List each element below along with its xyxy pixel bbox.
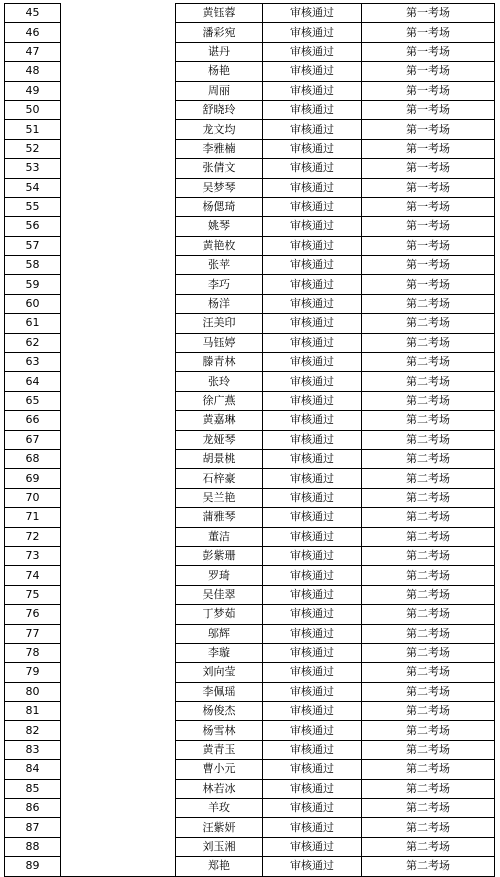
review-status-cell: 审核通过 — [263, 391, 362, 410]
row-number-cell: 74 — [5, 566, 61, 585]
name-cell: 杨雪林 — [176, 721, 263, 740]
exam-room-cell: 第二考场 — [362, 682, 495, 701]
row-number-cell: 55 — [5, 197, 61, 216]
row-number-cell: 76 — [5, 605, 61, 624]
row-number-cell: 48 — [5, 62, 61, 81]
name-cell: 蒲雅琴 — [176, 508, 263, 527]
exam-room-cell: 第二考场 — [362, 818, 495, 837]
exam-room-cell: 第二考场 — [362, 585, 495, 604]
row-number-cell: 53 — [5, 159, 61, 178]
exam-room-cell: 第一考场 — [362, 62, 495, 81]
name-cell: 丁梦茹 — [176, 605, 263, 624]
row-number-cell: 81 — [5, 702, 61, 721]
exam-room-cell: 第二考场 — [362, 333, 495, 352]
name-cell: 张玲 — [176, 372, 263, 391]
review-status-cell: 审核通过 — [263, 333, 362, 352]
exam-room-cell: 第一考场 — [362, 120, 495, 139]
name-cell: 滕青林 — [176, 353, 263, 372]
exam-room-cell: 第一考场 — [362, 236, 495, 255]
row-number-cell: 61 — [5, 314, 61, 333]
row-number-cell: 64 — [5, 372, 61, 391]
review-status-cell: 审核通过 — [263, 120, 362, 139]
row-number-cell: 62 — [5, 333, 61, 352]
exam-room-cell: 第二考场 — [362, 469, 495, 488]
name-cell: 林若冰 — [176, 779, 263, 798]
exam-room-cell: 第一考场 — [362, 81, 495, 100]
name-cell: 徐广燕 — [176, 391, 263, 410]
row-number-cell: 56 — [5, 217, 61, 236]
row-number-cell: 49 — [5, 81, 61, 100]
exam-room-cell: 第一考场 — [362, 159, 495, 178]
row-number-cell: 83 — [5, 740, 61, 759]
name-cell: 潘彩宛 — [176, 23, 263, 42]
row-number-cell: 57 — [5, 236, 61, 255]
name-cell: 李巧 — [176, 275, 263, 294]
row-number-cell: 60 — [5, 294, 61, 313]
name-cell: 黄钰蓉 — [176, 4, 263, 23]
exam-room-cell: 第二考场 — [362, 605, 495, 624]
row-number-cell: 65 — [5, 391, 61, 410]
review-status-cell: 审核通过 — [263, 857, 362, 876]
row-number-cell: 50 — [5, 100, 61, 119]
exam-room-cell: 第二考场 — [362, 624, 495, 643]
exam-room-cell: 第一考场 — [362, 100, 495, 119]
review-status-cell: 审核通过 — [263, 159, 362, 178]
row-number-cell: 86 — [5, 799, 61, 818]
name-cell: 罗琦 — [176, 566, 263, 585]
review-status-cell: 审核通过 — [263, 799, 362, 818]
name-cell: 汪美印 — [176, 314, 263, 333]
exam-room-cell: 第二考场 — [362, 527, 495, 546]
row-number-cell: 54 — [5, 178, 61, 197]
exam-room-cell: 第二考场 — [362, 760, 495, 779]
row-number-cell: 46 — [5, 23, 61, 42]
row-number-cell: 72 — [5, 527, 61, 546]
name-cell: 龙娅琴 — [176, 430, 263, 449]
exam-room-cell: 第二考场 — [362, 372, 495, 391]
name-cell: 曹小元 — [176, 760, 263, 779]
exam-room-cell: 第二考场 — [362, 353, 495, 372]
name-cell: 舒晓玲 — [176, 100, 263, 119]
review-status-cell: 审核通过 — [263, 4, 362, 23]
row-number-cell: 63 — [5, 353, 61, 372]
row-number-cell: 82 — [5, 721, 61, 740]
name-cell: 杨洋 — [176, 294, 263, 313]
exam-room-cell: 第二考场 — [362, 430, 495, 449]
review-status-cell: 审核通过 — [263, 566, 362, 585]
exam-room-cell: 第二考场 — [362, 449, 495, 468]
blank-merged-cell — [61, 4, 176, 877]
name-cell: 吴佳翠 — [176, 585, 263, 604]
row-number-cell: 69 — [5, 469, 61, 488]
review-status-cell: 审核通过 — [263, 779, 362, 798]
review-status-cell: 审核通过 — [263, 605, 362, 624]
row-number-cell: 79 — [5, 663, 61, 682]
name-cell: 黄青玉 — [176, 740, 263, 759]
name-cell: 张倩文 — [176, 159, 263, 178]
row-number-cell: 59 — [5, 275, 61, 294]
name-cell: 马钰婷 — [176, 333, 263, 352]
exam-room-cell: 第二考场 — [362, 294, 495, 313]
name-cell: 羊玫 — [176, 799, 263, 818]
row-number-cell: 68 — [5, 449, 61, 468]
review-status-cell: 审核通过 — [263, 624, 362, 643]
row-number-cell: 75 — [5, 585, 61, 604]
review-status-cell: 审核通过 — [263, 23, 362, 42]
review-status-cell: 审核通过 — [263, 488, 362, 507]
name-cell: 石梓豪 — [176, 469, 263, 488]
row-number-cell: 71 — [5, 508, 61, 527]
review-status-cell: 审核通过 — [263, 236, 362, 255]
review-status-cell: 审核通过 — [263, 527, 362, 546]
table-row — [5, 4, 495, 23]
row-number-cell: 87 — [5, 818, 61, 837]
name-cell: 李雅楠 — [176, 139, 263, 158]
row-number-cell: 84 — [5, 760, 61, 779]
exam-room-cell: 第一考场 — [362, 256, 495, 275]
review-status-cell: 审核通过 — [263, 760, 362, 779]
row-number-cell: 47 — [5, 42, 61, 61]
row-number-cell: 52 — [5, 139, 61, 158]
exam-room-cell: 第二考场 — [362, 411, 495, 430]
row-number-cell: 51 — [5, 120, 61, 139]
exam-room-cell: 第一考场 — [362, 23, 495, 42]
exam-room-cell: 第二考场 — [362, 721, 495, 740]
exam-room-cell: 第二考场 — [362, 779, 495, 798]
review-status-cell: 审核通过 — [263, 508, 362, 527]
name-cell: 杨艳 — [176, 62, 263, 81]
exam-room-cell: 第一考场 — [362, 275, 495, 294]
name-cell: 谌丹 — [176, 42, 263, 61]
row-number-cell: 67 — [5, 430, 61, 449]
name-cell: 张苹 — [176, 256, 263, 275]
exam-room-cell: 第二考场 — [362, 857, 495, 876]
review-status-cell: 审核通过 — [263, 430, 362, 449]
row-number-cell: 88 — [5, 837, 61, 856]
review-status-cell: 审核通过 — [263, 837, 362, 856]
review-status-cell: 审核通过 — [263, 449, 362, 468]
exam-room-cell: 第二考场 — [362, 837, 495, 856]
row-number-cell: 70 — [5, 488, 61, 507]
review-status-cell: 审核通过 — [263, 139, 362, 158]
name-cell: 姚琴 — [176, 217, 263, 236]
review-status-cell: 审核通过 — [263, 353, 362, 372]
row-number-cell: 58 — [5, 256, 61, 275]
row-number-cell: 78 — [5, 643, 61, 662]
review-status-cell: 审核通过 — [263, 411, 362, 430]
exam-room-cell: 第二考场 — [362, 314, 495, 333]
exam-room-cell: 第二考场 — [362, 566, 495, 585]
name-cell: 汪紫妍 — [176, 818, 263, 837]
exam-room-cell: 第二考场 — [362, 546, 495, 565]
name-cell: 胡景桃 — [176, 449, 263, 468]
review-status-cell: 审核通过 — [263, 197, 362, 216]
name-cell: 李佩瑶 — [176, 682, 263, 701]
review-status-cell: 审核通过 — [263, 294, 362, 313]
name-cell: 刘向莹 — [176, 663, 263, 682]
name-cell: 杨偲琦 — [176, 197, 263, 216]
review-status-cell: 审核通过 — [263, 42, 362, 61]
exam-room-cell: 第二考场 — [362, 508, 495, 527]
review-status-cell: 审核通过 — [263, 702, 362, 721]
name-cell: 杨俊杰 — [176, 702, 263, 721]
name-cell: 郑艳 — [176, 857, 263, 876]
row-number-cell: 73 — [5, 546, 61, 565]
exam-room-cell: 第二考场 — [362, 488, 495, 507]
exam-room-cell: 第一考场 — [362, 197, 495, 216]
review-status-cell: 审核通过 — [263, 818, 362, 837]
exam-room-cell: 第一考场 — [362, 178, 495, 197]
exam-room-cell: 第二考场 — [362, 643, 495, 662]
applicant-table — [4, 3, 495, 877]
exam-room-cell: 第一考场 — [362, 217, 495, 236]
review-status-cell: 审核通过 — [263, 469, 362, 488]
review-status-cell: 审核通过 — [263, 721, 362, 740]
review-status-cell: 审核通过 — [263, 643, 362, 662]
name-cell: 李璇 — [176, 643, 263, 662]
exam-room-cell: 第一考场 — [362, 139, 495, 158]
row-number-cell: 45 — [5, 4, 61, 23]
name-cell: 董洁 — [176, 527, 263, 546]
row-number-cell: 80 — [5, 682, 61, 701]
review-status-cell: 审核通过 — [263, 178, 362, 197]
review-status-cell: 审核通过 — [263, 100, 362, 119]
applicant-table-body — [5, 4, 495, 877]
exam-room-cell: 第二考场 — [362, 740, 495, 759]
name-cell: 吴梦琴 — [176, 178, 263, 197]
name-cell: 刘玉湘 — [176, 837, 263, 856]
review-status-cell: 审核通过 — [263, 585, 362, 604]
review-status-cell: 审核通过 — [263, 740, 362, 759]
name-cell: 黄艳枚 — [176, 236, 263, 255]
review-status-cell: 审核通过 — [263, 372, 362, 391]
applicant-table-container — [4, 3, 495, 877]
review-status-cell: 审核通过 — [263, 314, 362, 333]
row-number-cell: 89 — [5, 857, 61, 876]
name-cell: 周丽 — [176, 81, 263, 100]
name-cell: 吴兰艳 — [176, 488, 263, 507]
name-cell: 黄嘉琳 — [176, 411, 263, 430]
exam-room-cell: 第一考场 — [362, 4, 495, 23]
review-status-cell: 审核通过 — [263, 62, 362, 81]
review-status-cell: 审核通过 — [263, 682, 362, 701]
review-status-cell: 审核通过 — [263, 217, 362, 236]
row-number-cell: 77 — [5, 624, 61, 643]
row-number-cell: 66 — [5, 411, 61, 430]
exam-room-cell: 第二考场 — [362, 799, 495, 818]
exam-room-cell: 第二考场 — [362, 391, 495, 410]
exam-room-cell: 第二考场 — [362, 663, 495, 682]
review-status-cell: 审核通过 — [263, 256, 362, 275]
review-status-cell: 审核通过 — [263, 546, 362, 565]
row-number-cell: 85 — [5, 779, 61, 798]
name-cell: 龙文均 — [176, 120, 263, 139]
name-cell: 邬辉 — [176, 624, 263, 643]
name-cell: 彭紫珊 — [176, 546, 263, 565]
review-status-cell: 审核通过 — [263, 663, 362, 682]
exam-room-cell: 第一考场 — [362, 42, 495, 61]
review-status-cell: 审核通过 — [263, 81, 362, 100]
review-status-cell: 审核通过 — [263, 275, 362, 294]
exam-room-cell: 第二考场 — [362, 702, 495, 721]
